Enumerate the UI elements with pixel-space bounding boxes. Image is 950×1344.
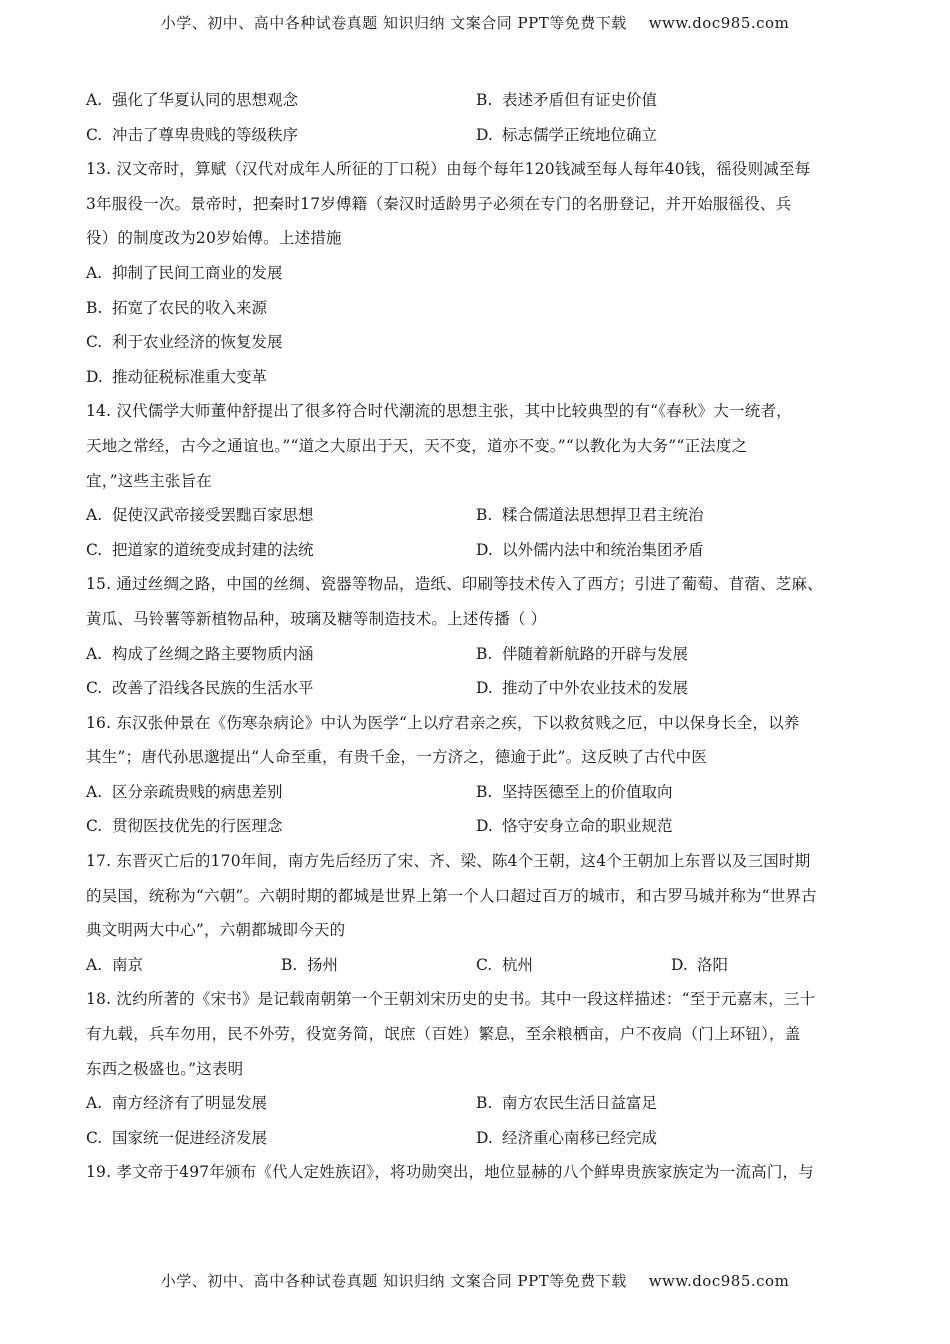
q13-stem-line-2: 3年服役一次。景帝时，把秦时17岁傅籍（秦汉时适龄男子必须在专门的名册登记，并开始服徭役、兵 xyxy=(86,194,792,213)
exam-content xyxy=(86,86,866,1193)
q15-option-c[interactable]: C. 改善了沿线各民族的生活水平 xyxy=(86,679,314,698)
q16-options-row-1 xyxy=(86,778,866,813)
q17-option-a[interactable]: A. 南京 xyxy=(86,955,144,974)
header-text: 小学、初中、高中各种试卷真题 知识归纳 文案合同 PPT等免费下载 xyxy=(160,14,627,32)
q17-option-b[interactable]: B. 扬州 xyxy=(281,955,339,974)
q16-option-a[interactable]: A. 区分亲疏贵贱的病患差别 xyxy=(86,782,283,801)
q16-option-c[interactable]: C. 贯彻医技优先的行医理念 xyxy=(86,817,283,836)
q15-stem-line-2: 黄瓜、马铃薯等新植物品种，玻璃及糖等制造技术。上述传播（ ） xyxy=(86,609,547,628)
q15-option-b[interactable]: B. 伴随着新航路的开辟与发展 xyxy=(476,644,689,663)
q15-options-row-1 xyxy=(86,640,866,675)
q16-option-b[interactable]: B. 坚持医德至上的价值取向 xyxy=(476,782,673,801)
q13-option-a[interactable]: A. 抑制了民间工商业的发展 xyxy=(86,263,283,282)
q12-options-row-1 xyxy=(86,86,866,121)
q17-option-d[interactable]: D. 洛阳 xyxy=(671,955,729,974)
q18-option-c[interactable]: C. 国家统一促进经济发展 xyxy=(86,1128,268,1147)
q15-option-a[interactable]: A. 构成了丝绸之路主要物质内涵 xyxy=(86,644,314,663)
q18-options-row-2 xyxy=(86,1124,866,1159)
q12-options-row-2 xyxy=(86,121,866,156)
q18-stem-line-3: 东西之极盛也。”这表明 xyxy=(86,1059,244,1078)
q14-option-b[interactable]: B. 糅合儒道法思想捍卫君主统治 xyxy=(476,506,704,525)
q18-options-row-1 xyxy=(86,1089,866,1124)
q19-stem-line-1: 19. 孝文帝于497年颁布《代人定姓族诏》，将功勋突出，地位显赫的八个鲜卑贵族家族定为一流高门，与 xyxy=(86,1163,814,1182)
q13-option-d[interactable]: D. 推动征税标准重大变革 xyxy=(86,367,268,386)
q17-stem-line-3: 典文明两大中心”，六朝都城即今天的 xyxy=(86,921,346,940)
q14-option-c[interactable]: C. 把道家的道统变成封建的法统 xyxy=(86,540,314,559)
q13-option-b[interactable]: B. 拓宽了农民的收入来源 xyxy=(86,298,268,317)
q17-stem-line-1: 17. 东晋灭亡后的170年间，南方先后经历了宋、齐、梁、陈4个王朝，这4个王朝加上东晋以及三国时期 xyxy=(86,852,811,871)
q18-stem-line-2: 有九载，兵车勿用，民不外劳，役宽务简，氓庶（百姓）繁息，至余粮栖亩，户不夜扃（门上环钮），盖 xyxy=(86,1025,801,1044)
q12-option-a[interactable]: A. 强化了华夏认同的思想观念 xyxy=(86,91,299,109)
q16-options-row-2 xyxy=(86,812,866,847)
q14-options-row-2 xyxy=(86,536,866,571)
page-header xyxy=(0,12,950,33)
q13-stem-line-1: 13. 汉文帝时，算赋（汉代对成年人所征的丁口税）由每个每年120钱减至每人每年40钱，徭役则减至每 xyxy=(86,160,811,179)
footer-text: 小学、初中、高中各种试卷真题 知识归纳 文案合同 PPT等免费下载 xyxy=(160,1272,627,1290)
q15-options-row-2 xyxy=(86,674,866,709)
page-footer xyxy=(0,1270,950,1291)
q16-stem-line-1: 16. 东汉张仲景在《伤寒杂病论》中认为医学“上以疗君亲之疾，下以救贫贱之厄，中以保身长全，以养 xyxy=(86,713,800,732)
q17-stem-line-2: 的吴国，统称为“六朝”。六朝时期的都城是世界上第一个人口超过百万的城市，和古罗马城并称为“世界古 xyxy=(86,886,817,905)
header-url-link[interactable]: www.doc985.com xyxy=(648,14,790,32)
q13-stem-line-3: 役）的制度改为20岁始傅。上述措施 xyxy=(86,229,342,248)
q12-option-c[interactable]: C. 冲击了尊卑贵贱的等级秩序 xyxy=(86,125,299,144)
q16-stem-line-2: 其生”；唐代孙思邈提出“人命至重，有贵千金，一方济之，德逾于此”。这反映了古代中医 xyxy=(86,748,707,767)
q14-options-row-1 xyxy=(86,501,866,536)
q14-stem-line-2: 天地之常经，古今之通谊也。”“道之大原出于天，天不变，道亦不变。”“以教化为大务”“正法度之 xyxy=(86,436,748,455)
q17-option-c[interactable]: C. 杭州 xyxy=(476,955,534,974)
q16-option-d[interactable]: D. 恪守安身立命的职业规范 xyxy=(476,817,673,836)
q17-options-row xyxy=(86,951,866,986)
q18-stem-line-1: 18. 沈约所著的《宋书》是记载南朝第一个王朝刘宋历史的史书。其中一段这样描述：“至于元嘉末，三十 xyxy=(86,990,816,1009)
q18-option-a[interactable]: A. 南方经济有了明显发展 xyxy=(86,1094,268,1113)
q12-option-d[interactable]: D. 标志儒学正统地位确立 xyxy=(476,125,658,144)
q14-option-d[interactable]: D. 以外儒内法中和统治集团矛盾 xyxy=(476,540,704,559)
q18-option-b[interactable]: B. 南方农民生活日益富足 xyxy=(476,1094,658,1113)
q12-option-b[interactable]: B. 表述矛盾但有证史价值 xyxy=(476,91,658,109)
q13-option-c[interactable]: C. 利于农业经济的恢复发展 xyxy=(86,333,283,352)
q18-option-d[interactable]: D. 经济重心南移已经完成 xyxy=(476,1128,658,1147)
q15-stem-line-1: 15. 通过丝绸之路，中国的丝绸、瓷器等物品，造纸、印刷等技术传入了西方；引进了葡萄、苜蓿、芝麻、 xyxy=(86,575,823,594)
q14-stem-line-3: 宜，”这些主张旨在 xyxy=(86,471,212,490)
q14-stem-line-1: 14. 汉代儒学大师董仲舒提出了很多符合时代潮流的思想主张，其中比较典型的有“《春秋》大一统者， xyxy=(86,402,792,421)
footer-url-link[interactable]: www.doc985.com xyxy=(648,1272,790,1290)
q15-option-d[interactable]: D. 推动了中外农业技术的发展 xyxy=(476,679,689,698)
q14-option-a[interactable]: A. 促使汉武帝接受罢黜百家思想 xyxy=(86,506,314,525)
